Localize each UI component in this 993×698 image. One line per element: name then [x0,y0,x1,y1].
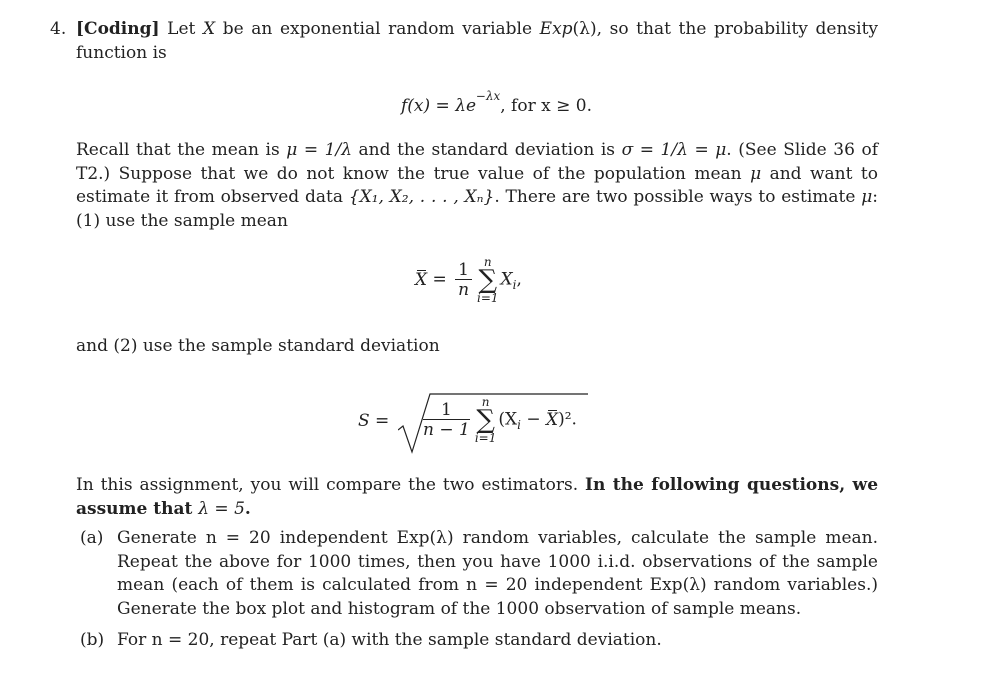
paragraph-recall: Recall that the mean is μ = 1/λ and the standard deviation is σ = 1/λ = μ. (See Slide 36 of T2.) Suppose that we do not know the true value of the population mean μ and want to estimate it from observed data {X₁, X₂, . . . , Xₙ}. There are two possible ways to estimate μ: (1) use the sample mean [76,140,878,231]
problem-intro: 4. [Coding] Let X be an exponential random variable Exp(λ), so that the probability density function is [50,19,878,63]
fraction: $\frac{1}{n - 1}$ [423,399,470,440]
item-text: For n = 20, repeat Part (a) with the sample standard deviation. [117,630,662,650]
summation: n ∑ i=1 [474,395,497,445]
paragraph-sd-intro: and (2) use the sample standard deviation [76,336,440,356]
problem-tag: [Coding] [76,19,160,39]
summation: n ∑ i=1 [477,255,499,305]
item-label: (a) [80,528,104,548]
paragraph-assignment: In this assignment, you will compare the two estimators. In the following questions, we assume that λ = 5. [76,475,879,519]
item-label: (b) [80,630,105,650]
fraction: $\frac{1}{n}$ [455,261,472,300]
item-text: Generate n = 20 independent Exp(λ) random variables, calculate the sample mean. Repeat the above for 1000 times, then you have 1000 i.i.d. observations of the sample mean (each of them is calculated from n = 20 independent Exp(λ) random variables.) Generate the box plot and histogram of the 1000 observation of sample means. [117,528,878,619]
problem-number: 4. [50,19,67,39]
question-item-a [80,527,878,621]
sample-mean-equation: X = $\frac{1}{n}$ n ∑ $i=1X_i$, [415,255,522,305]
density-equation: $f(x) = \lambda e^{-\lambda x}$, for x ≥ 0. [401,89,592,116]
question-item-b [80,629,878,653]
sample-sd-equation: S = $\frac{1}{n - 1}$ n ∑ $i=1(X_i - X)^2$. [358,392,618,458]
